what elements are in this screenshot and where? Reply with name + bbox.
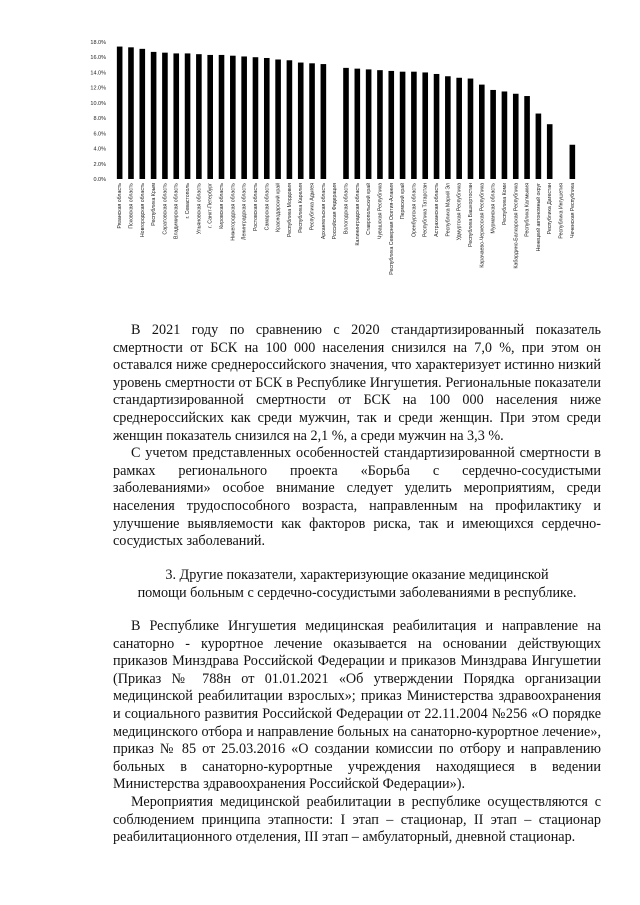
- bar: [513, 94, 519, 179]
- y-tick-label: 0.0%: [93, 177, 106, 183]
- bar: [207, 55, 213, 179]
- section-heading-line-1: 3. Другие показатели, характеризующие оказание медицинской: [165, 567, 549, 583]
- x-category-label: Астраханская область: [434, 183, 441, 237]
- bar: [298, 63, 304, 179]
- x-category-label: Кировская область: [219, 183, 226, 229]
- x-category-label: Ульяновская область: [196, 183, 203, 235]
- x-category-label: Ненецкий автономный округ: [535, 183, 542, 252]
- x-category-label: г. Санкт-Петербург: [207, 183, 214, 228]
- text-block-1: [113, 322, 601, 551]
- x-category-label: Чеченская Республика: [569, 183, 576, 238]
- y-tick-label: 10.0%: [90, 100, 106, 107]
- x-category-label: Ленинградская область: [241, 183, 248, 240]
- bar: [139, 49, 145, 179]
- section-heading: [113, 567, 601, 602]
- bar: [355, 69, 361, 179]
- y-tick-label: 2.0%: [93, 161, 106, 168]
- x-category-label: г. Севастополь: [185, 183, 192, 219]
- bar: [219, 55, 225, 179]
- bar: [343, 68, 349, 179]
- x-category-label: Республика Татарстан: [422, 183, 429, 237]
- y-tick-label: 6.0%: [93, 131, 106, 138]
- x-category-label: Удмуртская Республика: [456, 183, 463, 241]
- x-category-label: Республика Карелия: [298, 183, 305, 233]
- x-category-label: Калининградская область: [354, 183, 361, 246]
- bar: [400, 72, 406, 179]
- bar: [185, 53, 191, 179]
- bar: [366, 69, 372, 179]
- bar: [547, 124, 553, 179]
- x-category-label: Мурманская область: [490, 183, 497, 234]
- x-category-label: Республика Северная Осетия-Алания: [388, 183, 395, 275]
- x-category-label: Республика Калмыкия: [524, 183, 531, 237]
- x-category-label: Псковская область: [128, 183, 135, 229]
- x-category-label: Республика Дагестан: [547, 183, 554, 235]
- x-category-label: Ставропольский край: [366, 183, 373, 235]
- x-category-label: Саратовская область: [162, 183, 169, 235]
- bar: [321, 64, 327, 179]
- x-category-label: Рязанская область: [117, 183, 124, 229]
- x-category-label: Республика Крым: [151, 183, 158, 226]
- x-category-label: Владимирская область: [173, 183, 180, 239]
- bar: [275, 60, 281, 179]
- y-tick-label: 18.0%: [90, 40, 106, 46]
- y-tick-label: 4.0%: [93, 146, 106, 153]
- bar: [445, 76, 451, 179]
- bar: [411, 72, 417, 179]
- bar: [388, 71, 394, 179]
- x-category-label: Республика Башкортостан: [467, 183, 474, 247]
- x-category-label: Самарская область: [264, 183, 271, 231]
- bar: [377, 70, 383, 179]
- mortality-bar-chart: [0, 0, 640, 320]
- bar: [253, 57, 259, 179]
- bar: [241, 56, 247, 179]
- x-category-label: Архангельская область: [320, 183, 327, 240]
- y-tick-label: 16.0%: [90, 55, 106, 62]
- x-category-label: Пермский край: [400, 183, 407, 220]
- bar: [422, 72, 428, 179]
- bar: [536, 114, 542, 179]
- bar: [264, 58, 270, 179]
- paragraph-mortality-2021: В 2021 году по сравнению с 2020 стандартизированный показатель смертности от БСК на 100 000 населения снизился на 7,0 %, при этом он оставался ниже среднероссийского значения, что характеризует истинно низкий уровень смертности от БСК в Республике Ингушетия. Региональные показатели стандартизированной смертности от БСК на 100 000 населения ниже среднероссийских как среди мужчин, так и среди женщин. При этом среди женщин показатель снизился на 2,1 %, а среди мужчин на 3,3 %.: [113, 322, 601, 444]
- bar: [309, 63, 315, 179]
- x-category-label: Новгородская область: [139, 183, 146, 238]
- bar: [162, 53, 168, 179]
- x-category-label: Вологодская область: [343, 183, 350, 235]
- bar: [173, 53, 179, 179]
- bar: [151, 52, 157, 179]
- bar: [434, 74, 440, 179]
- paragraph-rehab-stages: Мероприятия медицинской реабилитации в республике осуществляются с соблюдением принципа этапности: I этап – стационар, II этап – стационар реабилитационного отделения, III этап – амбулаторный, дневной стационар.: [113, 793, 601, 846]
- x-category-label: Карачаево-Черкесская Республика: [479, 183, 486, 268]
- bar: [490, 90, 496, 179]
- bar: [196, 54, 202, 179]
- paragraph-regional-project: С учетом представленных особенностей стандартизированной смертности в рамках регионального проекта «Борьба с сердечно-сосудистыми заболеваниями» особое внимание следует уделить мероприятиям, среди населения трудоспособного возраста, направленным на профилактику и улучшение выявляемости как факторов риска, так и имеющихся сердечно-сосудистых заболеваний.: [113, 445, 601, 550]
- x-category-label: Республика Адыгея: [309, 183, 316, 231]
- y-tick-label: 14.0%: [90, 70, 106, 77]
- bar: [456, 78, 462, 179]
- y-tick-label: 8.0%: [93, 116, 106, 123]
- paragraph-rehabilitation: В Республике Ингушетия медицинская реабилитация и направление на санаторно - курортное лечение оказывается на основании действующих приказов Минздрава Российской Федерации и приказов Минздрава Ингушетии (Приказ № 788н от 01.01.2021 «Об утверждении Порядка организации медицинской реабилитации взрослых»; приказ Министерства здравоохранения и социального развития Российской Федерации от 22.11.2004 №256 «О порядке медицинского отбора и направление больных на санаторно-курортное лечение», приказ № 85 от 25.03.2016 «О создании комиссии по отбору и направлению больных в санаторно-курортные учреждения находящиеся в ведении Министерства здравоохранения Российской Федерации»).: [113, 618, 601, 793]
- bar: [287, 60, 293, 179]
- x-category-label: Краснодарский край: [275, 183, 282, 232]
- bar: [117, 47, 123, 179]
- bar: [570, 145, 576, 179]
- x-category-label: Республика Мордовия: [286, 183, 293, 237]
- bar: [524, 96, 530, 179]
- x-category-label: Российская Федерация: [332, 183, 339, 240]
- y-tick-label: 12.0%: [90, 85, 106, 92]
- x-category-label: Республика Марий Эл: [445, 183, 452, 237]
- bar: [502, 91, 508, 179]
- x-category-label: Оренбургская область: [411, 183, 418, 238]
- x-category-label: Ростовская область: [252, 183, 259, 231]
- x-category-label: Чувашская Республика: [377, 183, 384, 240]
- x-category-label: Нижегородская область: [230, 183, 237, 241]
- bar: [468, 79, 474, 179]
- section-heading-line-2: помощи больным с сердечно-сосудистыми заболеваниями в республике.: [137, 584, 577, 601]
- x-category-label: Кабардино-Балкарская Республика: [513, 183, 520, 269]
- x-category-label: Республика Коми: [501, 183, 508, 225]
- x-category-label: Республика Ингушетия: [558, 183, 565, 239]
- text-block-2: [113, 618, 601, 847]
- bar: [128, 47, 134, 179]
- bar: [230, 56, 236, 179]
- bar: [479, 85, 485, 179]
